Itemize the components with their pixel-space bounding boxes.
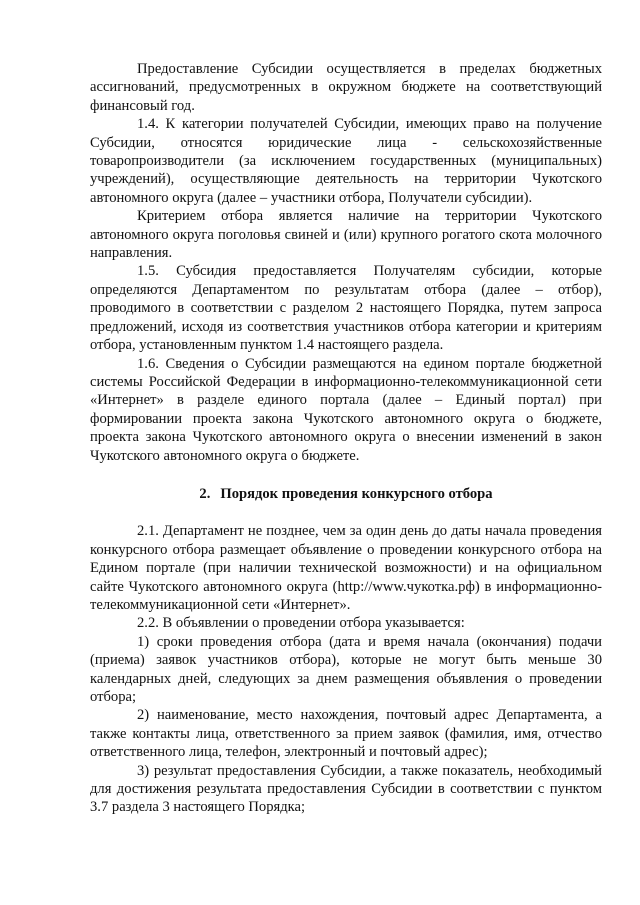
- section-title: Порядок проведения конкурсного отбора: [220, 485, 493, 502]
- section-number: 2.: [199, 485, 211, 502]
- paragraph-selection-criterion: Критерием отбора является наличие на территории Чукотского автономного округа поголовья свиней и (или) крупного рогатого скота молочного направления.: [90, 208, 602, 262]
- list-item-1: 1) сроки проведения отбора (дата и время начала (окончания) подачи (приема) заявок участников отбора), которые не могут быть меньше 30 календарных дней, следующих за днем размещения объявления о проведении отбора;: [90, 633, 602, 705]
- paragraph-2-2: 2.2. В объявлении о проведении отбора указывается:: [137, 615, 465, 632]
- list-item-2: 2) наименование, место нахождения, почтовый адрес Департамента, а также контакты лица, ответственного за прием заявок (фамилия, имя, отчество ответственного лица, телефон, электронный и почтовый адрес);: [90, 707, 602, 761]
- paragraph-1-4: 1.4. К категории получателей Субсидии, имеющих право на получение Субсидии, относятся юридические лица - сельскохозяйственные товаропроизводители (за исключением государственных (муниципальных) учреждений), осуществляющие деятельность на территории Чукотского автономного округа (далее – участники отбора, Получатели субсидии).: [90, 116, 602, 206]
- paragraph-1-6: 1.6. Сведения о Субсидии размещаются на едином портале бюджетной системы Российской Федерации в информационно-телекоммуникационной сети «Интернет» в разделе единого портала (далее – Единый портал) при формировании проекта закона Чукотского автономного округа о бюджете, проекта закона Чукотского автономного округа о внесении изменений в закон Чукотского автономного округа о бюджете.: [90, 355, 602, 464]
- document-page: [90, 60, 602, 817]
- list-item-3: 3) результат предоставления Субсидии, а также показатель, необходимый для достижения результата предоставления Субсидии в соответствии с пунктом 3.7 раздела 3 настоящего Порядка;: [90, 762, 602, 816]
- paragraph-2-1: 2.1. Департамент не позднее, чем за один день до даты начала проведения конкурсного отбора размещает объявление о проведении конкурсного отбора на Едином портале (при наличии технической возможности) и на официальном сайте Чукотского автономного округа (http://www.чукотка.рф) в информационно-телекоммуникационной сети «Интернет».: [90, 523, 602, 613]
- paragraph-funding: Предоставление Субсидии осуществляется в пределах бюджетных ассигнований, предусмотренных в окружном бюджете на соответствующий финансовый год.: [90, 61, 602, 114]
- section-heading: [90, 485, 602, 503]
- paragraph-1-5: 1.5. Субсидия предоставляется Получателям субсидии, которые определяются Департаментом по результатам отбора (далее – отбор), проводимого в соответствии с разделом 2 настоящего Порядка, путем запроса предложений, исходя из соответствия участников отбора категории и критериям отбора, установленным пунктом 1.4 настоящего раздела.: [90, 263, 602, 354]
